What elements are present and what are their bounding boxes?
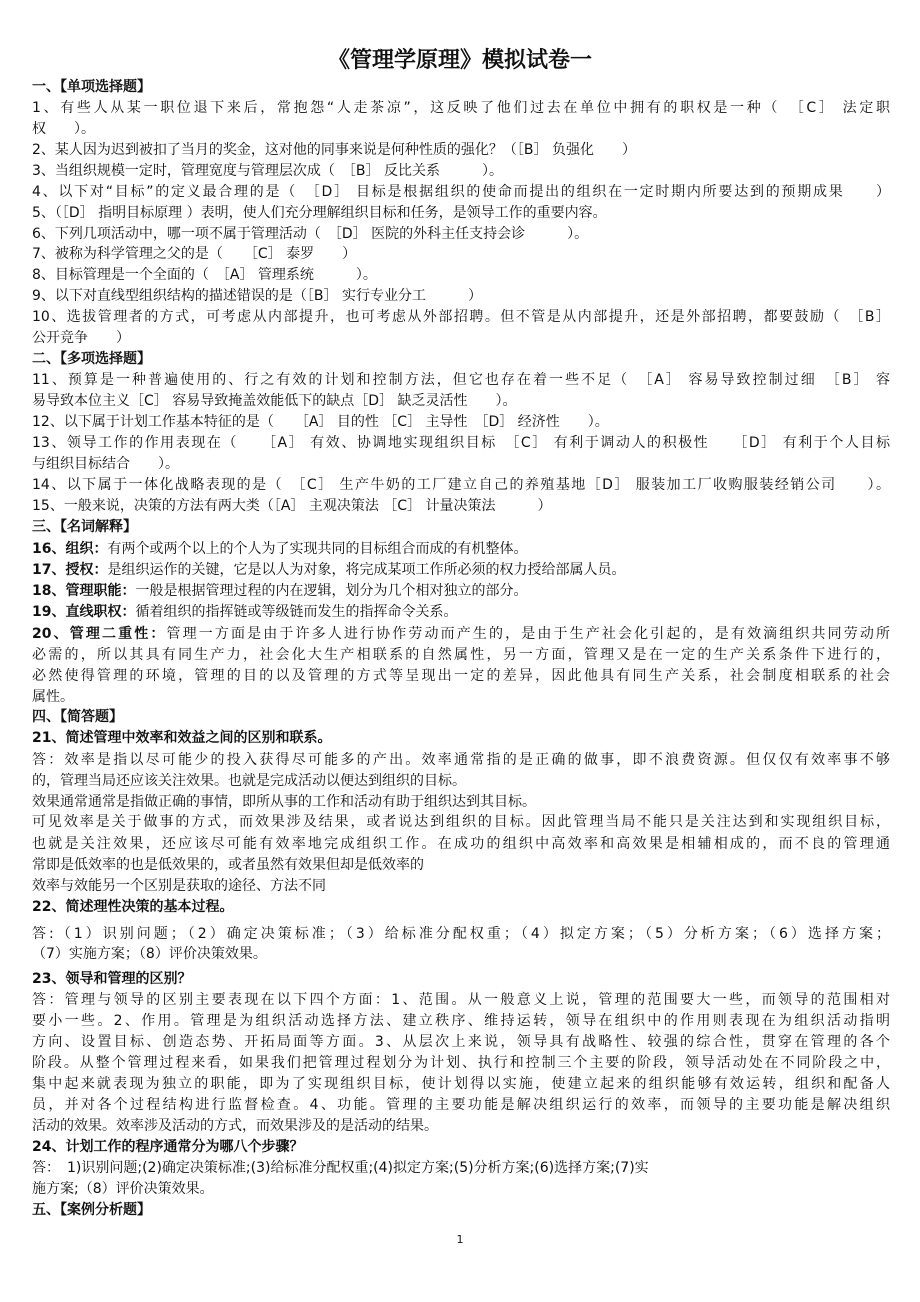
text-line: [32, 602, 890, 622]
text-line: 的，管理当局还应该关注效果。也就是完成活动以便达到组织的目标。: [32, 773, 466, 789]
text-line: [32, 624, 890, 644]
text-line: （7）实施方案；（8）评价决策效果。: [32, 946, 267, 962]
text-line: 易导致本位主义［C］ 容易导致掩盖效能低下的缺点［D］ 缺乏灵活性 ）。: [32, 393, 517, 409]
text-line: 常即是低效率的也是低效果的，或者虽然有效果但却是低效率的: [32, 857, 424, 873]
term-label: 16、组织：: [32, 541, 108, 557]
section-heading: 三、【名词解释】: [32, 519, 137, 535]
text-line: 方向、设置目标、创造态势、开拓局面等方面。3、从层次上来说，领导具有战略性、较强的综合性，贯穿在管理的各个: [32, 1034, 890, 1050]
text-line: [32, 581, 890, 601]
text-line: 施方案;（8）评价决策效果。: [32, 1181, 214, 1197]
text-line: 活动的效果。效率涉及活动的方式，而效果涉及的是活动的结果。: [32, 1118, 438, 1134]
text-line: 答： 1)识别问题;(2)确定决策标准;(3)给标准分配权重;(4)拟定方案;(5)分析方案;(6)选择方案;(7)实: [32, 1160, 649, 1176]
text-line: 2、某人因为迟到被扣了当月的奖金，这对他的同事来说是何种性质的强化？（［B］ 负强化 ）: [32, 142, 636, 158]
text-line: 答:（1）识别问题；（2）确定决策标准；（3）给标准分配权重；（4）拟定方案；（5）分析方案；（6）选择方案；: [32, 926, 890, 942]
text-line: 14、以下属于一体化战略表现的是（ ［C］ 生产牛奶的工厂建立自己的养殖基地［D］ 服装加工厂收购服装经销公司 ）。: [32, 477, 890, 493]
text-line: 4、以下对“目标”的定义最合理的是（ ［D］ 目标是根据组织的使命而提出的组织在一定时期内所要达到的预期成果 ）: [32, 184, 890, 200]
text-line: 效率与效能另一个区别是获取的途径、方法不同: [32, 878, 326, 894]
text-line: 答：效率是指以尽可能少的投入获得尽可能多的产出。效率通常指的是正确的做事，即不浪费资源。但仅仅有效率事不够: [32, 752, 890, 768]
text-line: 13、领导工作的作用表现在（ ［A］ 有效、协调地实现组织目标 ［C］ 有利于调动人的积极性 ［D］ 有利于个人目标: [32, 435, 890, 451]
text-line: [32, 539, 890, 559]
term-label: 17、授权：: [32, 562, 108, 578]
text-line: 3、当组织规模一定时，管理宽度与管理层次成（ ［B］ 反比关系 ）。: [32, 163, 503, 179]
text-line: [32, 560, 890, 580]
text-line: 也就是关注效果，还应该尽可能有效率地完成组织工作。在成功的组织中高效率和高效果是相辅相成的，而不良的管理通: [32, 836, 890, 852]
text-line: 权 ）。: [32, 121, 95, 137]
text-line: 员，并对各个过程结构进行监督检查。4、功能。管理的主要功能是解决组织运行的效率，而领导的主要功能是解决组织: [32, 1097, 890, 1113]
text-line: 9、以下对直线型组织结构的描述错误的是（［B］ 实行专业分工 ）: [32, 288, 482, 304]
text-line: 要小一些。2、作用。管理是为组织活动选择方法、建立秩序、维持运转，领导在组织中的作用则表现在为组织活动指明: [32, 1013, 890, 1029]
term-definition: 是组织运作的关键，它是以人为对象，将完成某项工作所必须的权力授给部属人员。: [107, 562, 626, 578]
text-line: 效果通常通常是指做正确的事情，即所从事的工作和活动有助于组织达到其目标。: [32, 794, 536, 810]
text-line: 11、预算是一种普遍使用的、行之有效的计划和控制方法，但它也存在着一些不足（ ［A］ 容易导致控制过细 ［B］ 容: [32, 372, 890, 388]
section-heading: 五、【案例分析题】: [32, 1202, 151, 1218]
text-line: 公开竞争 ）: [32, 330, 130, 346]
text-line: 必需的，所以其具有同生产力，社会化大生产相联系的自然属性，另一方面，管理又是在一定的生产关系条件下进行的，: [32, 647, 890, 663]
text-line: 集中起来就表现为独立的职能，即为了实现组织目标，使计划得以实施，使建立起来的组织能够有效运转，组织和配备人: [32, 1076, 890, 1092]
text-line: 10、选拔管理者的方式，可考虑从内部提升，也可考虑从外部招聘。但不管是从内部提升，还是外部招聘，都要鼓励（ ［B］: [32, 309, 890, 325]
term-label: 18、管理职能：: [32, 583, 136, 599]
text-line: 5、（［D］ 指明目标原理 ）表明，使人们充分理解组织目标和任务，是领导工作的重要内容。: [32, 205, 607, 221]
term-definition: 一般是根据管理过程的内在逻辑，划分为几个相对独立的部分。: [135, 583, 528, 599]
text-line: 7、被称为科学管理之父的是（ ［C］ 泰罗 ）: [32, 246, 357, 262]
term-definition: 循着组织的指挥链或等级链而发生的指挥命令关系。: [135, 604, 458, 620]
section-heading: 24、计划工作的程序通常分为哪八个步骤？: [32, 1139, 304, 1155]
section-heading: 23、领导和管理的区别？: [32, 971, 192, 987]
term-definition: 管理一方面是由于许多人进行协作劳动而产生的，是由于生产社会化引起的，是有效滴组织共同劳动所: [166, 626, 890, 642]
text-line: 阶段。从整个管理过程来看，如果我们把管理过程划分为计划、执行和控制三个主要的阶段，领导活动处在不同阶段之中，: [32, 1055, 890, 1071]
term-definition: 有两个或两个以上的个人为了实现共同的目标组合而成的有机整体。: [107, 541, 528, 557]
text-line: 与组织目标结合 ）。: [32, 456, 179, 472]
text-line: 1、有些人从某一职位退下来后，常抱怨“人走茶凉”，这反映了他们过去在单位中拥有的职权是一种（ ［C］ 法定职: [32, 100, 890, 116]
text-line: 答：管理与领导的区别主要表现在以下四个方面：1、范围。从一般意义上说，管理的范围要大一些，而领导的范围相对: [32, 992, 890, 1008]
text-line: 6、下列几项活动中，哪一项不属于管理活动（ ［D］ 医院的外科主任支持会诊 ）。: [32, 226, 589, 242]
page-number: 1: [456, 1233, 464, 1246]
section-heading: 21、简述管理中效率和效益之间的区别和联系。: [32, 730, 332, 746]
section-heading: 22、简述理性决策的基本过程。: [32, 899, 234, 915]
text-line: 15、一般来说，决策的方法有两大类（［A］ 主观决策法 ［C］ 计量决策法 ）: [32, 498, 552, 514]
term-label: 20、管理二重性：: [32, 626, 167, 642]
text-line: 可见效率是关于做事的方式，而效果涉及结果，或者说达到组织的目标。因此管理当局不能只是关注达到和实现组织目标，: [32, 814, 890, 830]
section-heading: 一、【单项选择题】: [32, 79, 151, 95]
text-line: 12、以下属于计划工作基本特征的是（ ［A］ 目的性 ［C］ 主导性 ［D］ 经济性 ）。: [32, 414, 609, 430]
term-label: 19、直线职权：: [32, 604, 136, 620]
text-line: 属性。: [32, 689, 74, 705]
text-line: 8、目标管理是一个全面的（ ［A］ 管理系统 ）。: [32, 267, 377, 283]
document-title: 《管理学原理》模拟试卷一: [327, 48, 592, 73]
section-heading: 四、【简答题】: [32, 709, 123, 725]
section-heading: 二、【多项选择题】: [32, 351, 151, 367]
text-line: 必然使得管理的环境，管理的目的以及管理的方式等呈现出一定的差异，因此他具有同生产关系，社会制度相联系的社会: [32, 668, 890, 684]
